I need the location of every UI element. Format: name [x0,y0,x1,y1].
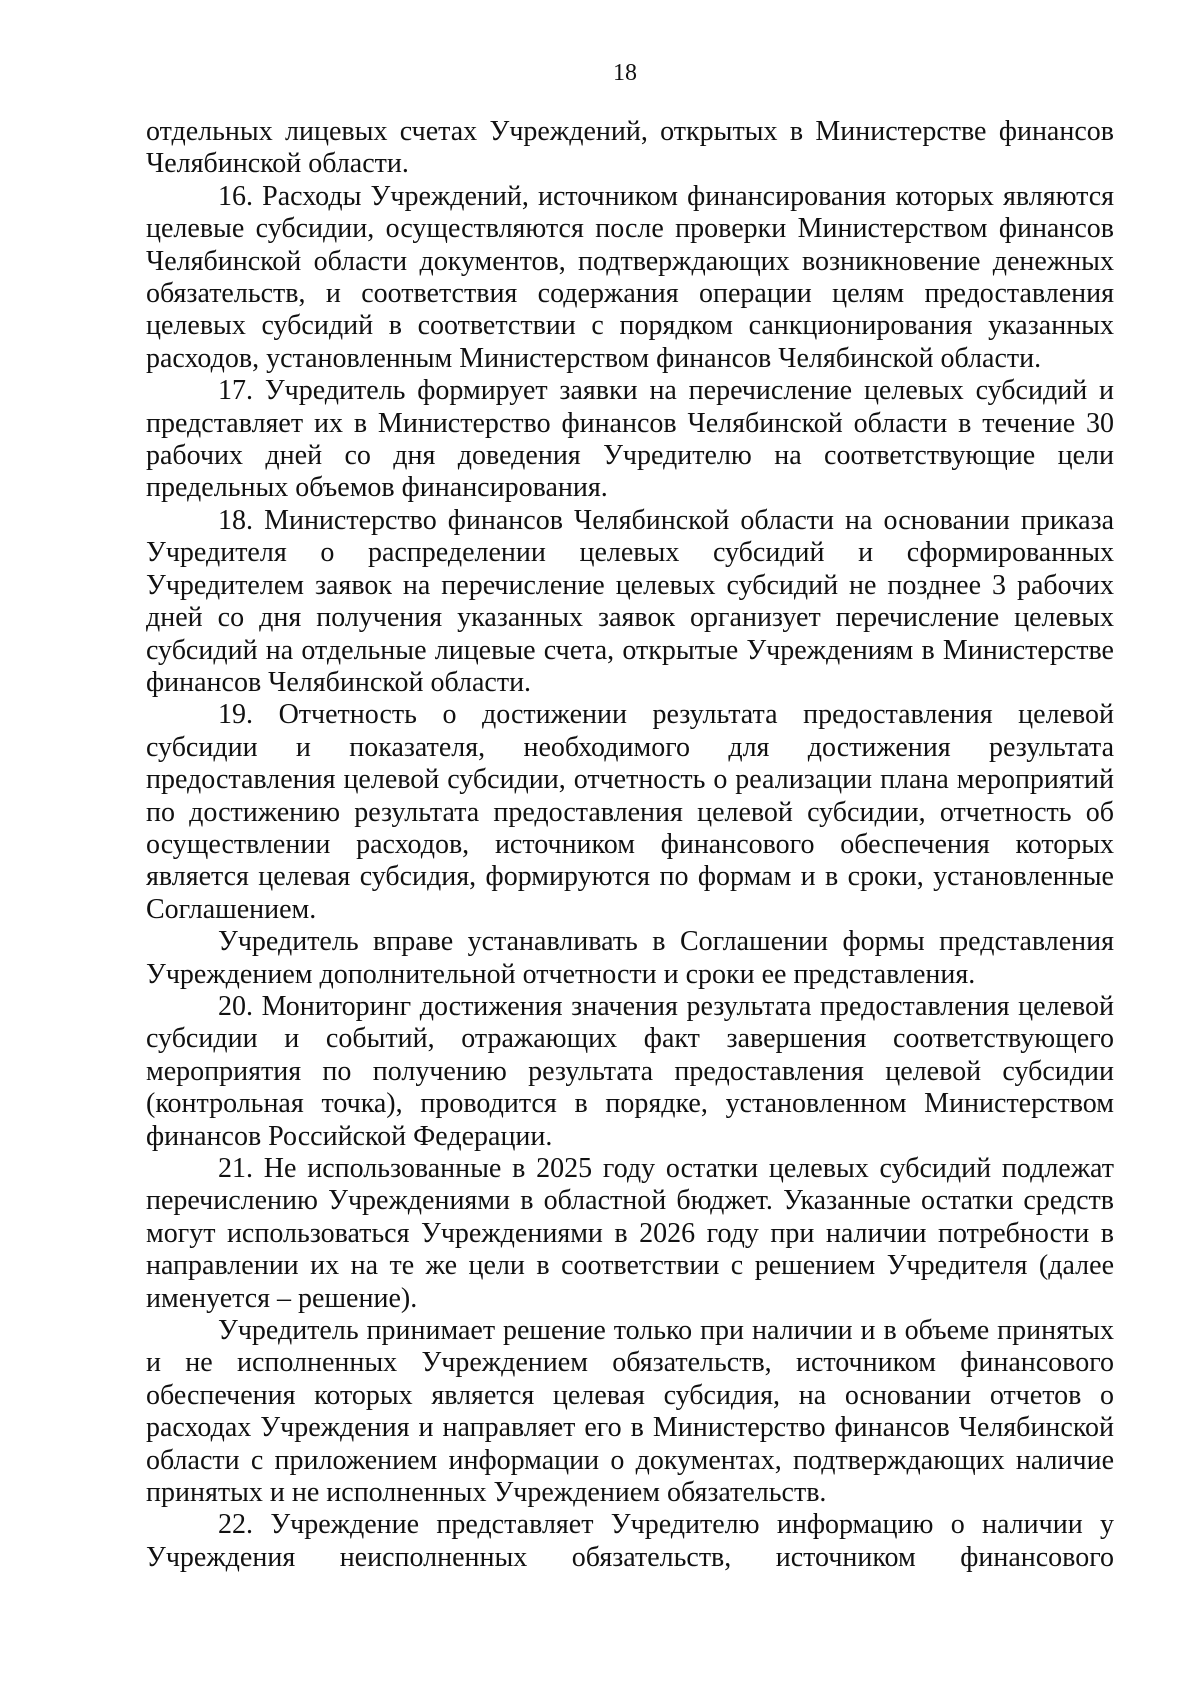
paragraph-18: 18. Министерство финансов Челябинской области на основании приказа Учредителя о распределении целевых субсидий и сформированных Учредителем заявок на перечисление целевых субсидий не позднее 3 рабочих дней со дня получения указанных заявок организует перечисление целевых субсидий на отдельные лицевые счета, открытые Учреждениям в Министерстве финансов Челябинской области. [146,504,1114,698]
paragraph-21-decision: Учредитель принимает решение только при наличии и в объеме принятых и не исполненных Учреждением обязательств, источником финансового обеспечения которых является целевая субсидия, на основании отчетов о расходах Учреждения и направляет его в Министерство финансов Челябинской области с приложением информации о документах, подтверждающих наличие принятых и не исполненных Учреждением обязательств. [146,1315,1114,1509]
paragraph-17: 17. Учредитель формирует заявки на перечисление целевых субсидий и представляет их в Министерство финансов Челябинской области в течение 30 рабочих дней со дня доведения Учредителю на соответствующие цели предельных объемов финансирования. [146,375,1114,504]
paragraph-20: 20. Мониторинг достижения значения результата предоставления целевой субсидии и событий, отражающих факт завершения соответствующего мероприятия по получению результата предоставления целевой субсидии (контрольная точка), проводится в порядке, установленном Министерством финансов Российской Федерации. [146,990,1114,1152]
page-number: 18 [613,60,637,86]
paragraph-16: 16. Расходы Учреждений, источником финансирования которых являются целевые субсидии, осуществляются после проверки Министерством финансов Челябинской области документов, подтверждающих возникновение денежных обязательств, и соответствия содержания операции целям предоставления целевых субсидий в соответствии с порядком санкционирования указанных расходов, установленным Министерством финансов Челябинской области. [146,180,1114,374]
document-body [146,116,1114,1574]
paragraph-19: 19. Отчетность о достижении результата предоставления целевой субсидии и показателя, необходимого для достижения результата предоставления целевой субсидии, отчетность о реализации плана мероприятий по достижению результата предоставления целевой субсидии, отчетность об осуществлении расходов, источником финансового обеспечения которых является целевая субсидия, формируются по формам и в сроки, установленные Соглашением. [146,699,1114,925]
paragraph-21: 21. Не использованные в 2025 году остатки целевых субсидий подлежат перечислению Учреждениями в областной бюджет. Указанные остатки средств могут использоваться Учреждениями в 2026 году при наличии потребности в направлении их на те же цели в соответствии с решением Учредителя (далее именуется – решение). [146,1153,1114,1314]
paragraph-19-additional: Учредитель вправе устанавливать в Соглашении формы представления Учреждением дополнительной отчетности и сроки ее представления. [146,926,1114,990]
paragraph-continuation: отдельных лицевых счетах Учреждений, открытых в Министерстве финансов Челябинской области. [146,116,1114,180]
paragraph-22: 22. Учреждение представляет Учредителю информацию о наличии у Учреждения неисполненных обязательств, источником финансового [146,1509,1114,1573]
